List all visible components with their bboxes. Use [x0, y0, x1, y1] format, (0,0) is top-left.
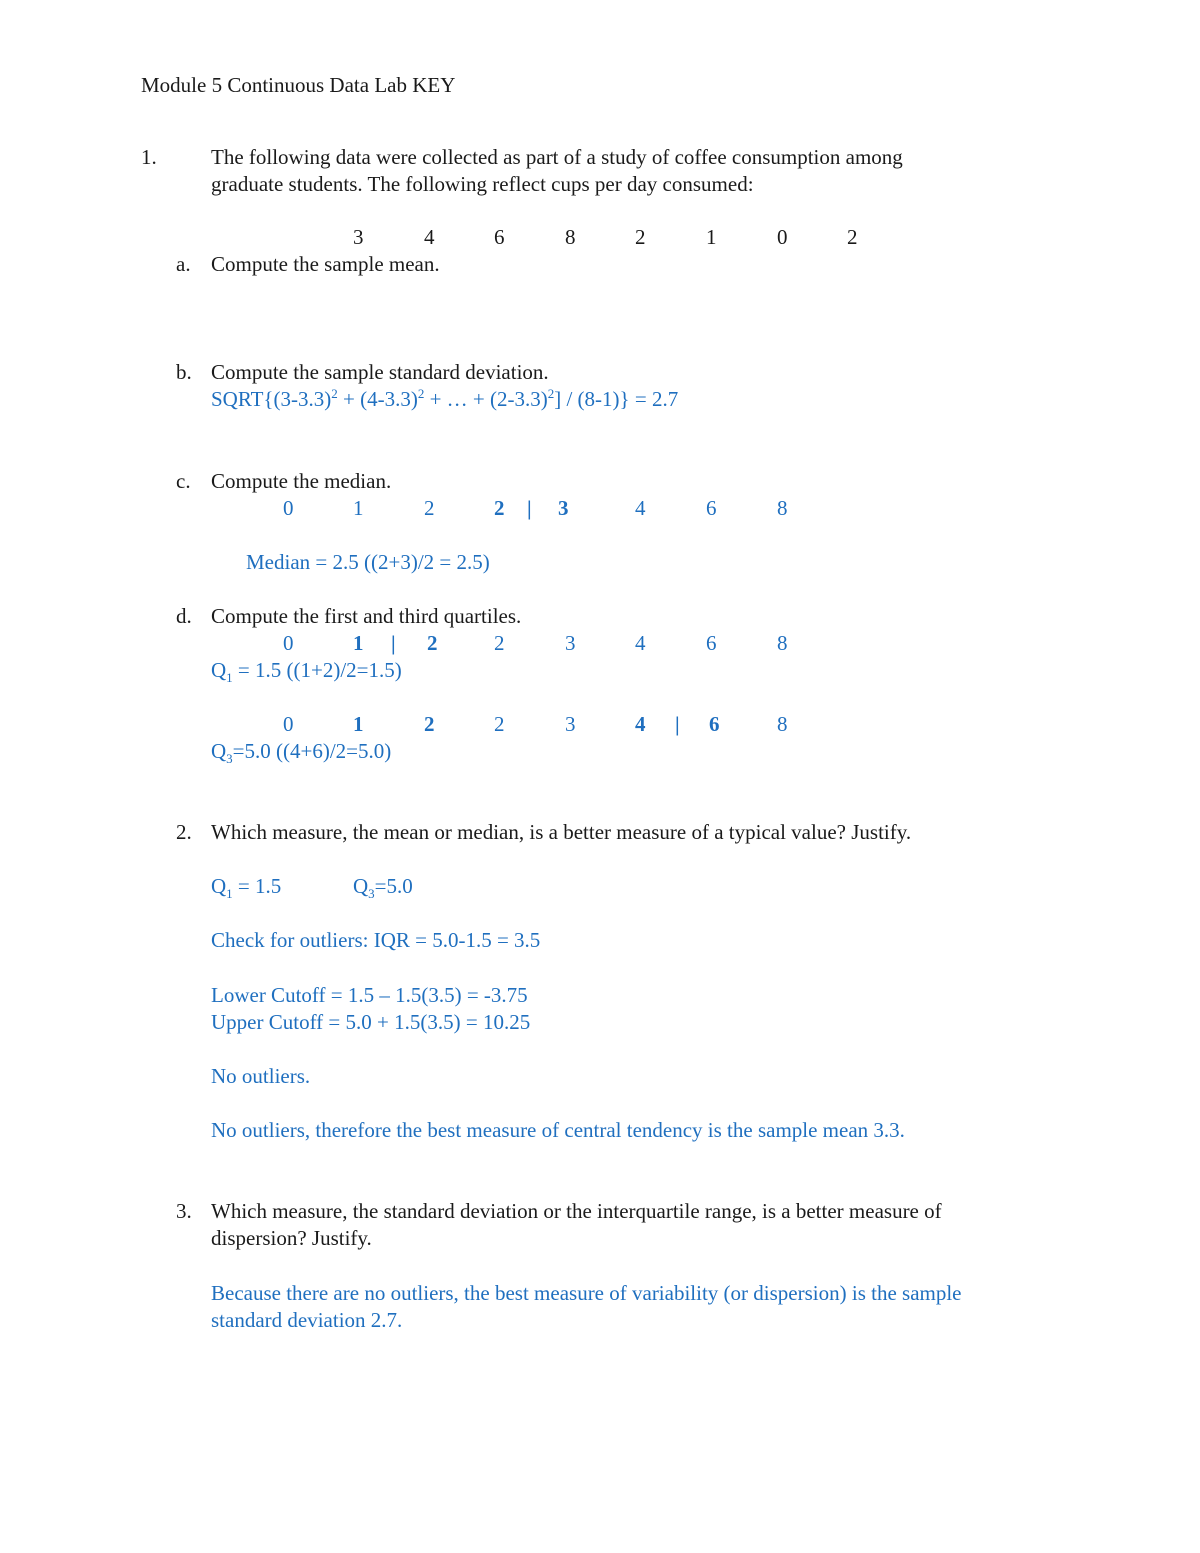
sd-part: + (4-3.3)	[337, 387, 418, 411]
superscript: 2	[547, 386, 555, 401]
q1d-label: d.	[176, 604, 192, 628]
data-value: 1	[706, 225, 717, 249]
q1-value: = 1.5 ((1+2)/2=1.5)	[232, 658, 402, 682]
sorted-value-quartile: 4	[635, 712, 646, 736]
q1a-label: a.	[176, 252, 191, 276]
sorted-value: 8	[777, 712, 788, 736]
sorted-value: 4	[635, 631, 646, 655]
subscript: 3	[368, 886, 375, 902]
sorted-value-quartile: 6	[709, 712, 720, 736]
sd-part: ] / (8-1)} = 2.7	[554, 387, 679, 411]
q3-text-line1: Which measure, the standard deviation or the interquartile range, is a better measure of	[211, 1199, 942, 1223]
data-value: 6	[494, 225, 505, 249]
superscript: 2	[331, 386, 338, 401]
data-value: 2	[635, 225, 646, 249]
sorted-value: 8	[777, 631, 788, 655]
sorted-value-quartile: 2	[427, 631, 438, 655]
q1-value: = 1.5	[232, 874, 282, 898]
q3-text-line2: dispersion? Justify.	[211, 1226, 372, 1250]
q1d-text: Compute the first and third quartiles.	[211, 604, 522, 628]
sorted-value-median: 2	[494, 496, 505, 520]
data-value: 4	[424, 225, 435, 249]
q3-value: =5.0 ((4+6)/2=5.0)	[232, 739, 392, 763]
superscript: 2	[417, 386, 425, 401]
sorted-value: 6	[706, 631, 717, 655]
q1-text-line2: graduate students. The following reflect cups per day consumed:	[211, 172, 754, 196]
q2-number: 2.	[176, 820, 192, 844]
sd-part: SQRT{(3-3.3)	[211, 387, 332, 411]
data-value: 3	[353, 225, 364, 249]
q2-q3	[353, 873, 413, 900]
data-value: 0	[777, 225, 788, 249]
sorted-value: 2	[494, 631, 505, 655]
sorted-value: 8	[777, 496, 788, 520]
q1c-label: c.	[176, 469, 191, 493]
sorted-value: 0	[283, 496, 294, 520]
q1-number: 1.	[141, 145, 157, 169]
sorted-value: 2	[494, 712, 505, 736]
q1b-label: b.	[176, 360, 192, 384]
q1d-q3-answer	[211, 738, 391, 765]
q2-q1	[211, 873, 281, 900]
q3-answer-line2: standard deviation 2.7.	[211, 1308, 403, 1332]
q2-text: Which measure, the mean or median, is a better measure of a typical value? Justify.	[211, 820, 912, 844]
subscript: 1	[226, 670, 233, 686]
q1a-text: Compute the sample mean.	[211, 252, 440, 276]
sorted-value: 4	[635, 496, 646, 520]
q-symbol: Q	[211, 739, 227, 763]
q1b-text: Compute the sample standard deviation.	[211, 360, 549, 384]
q1c-text: Compute the median.	[211, 469, 392, 493]
q2-no-outliers: No outliers.	[211, 1064, 311, 1088]
q3-value: =5.0	[374, 874, 413, 898]
sd-part: + … + (2-3.3)	[424, 387, 548, 411]
q2-conclusion: No outliers, therefore the best measure of central tendency is the sample mean 3.3.	[211, 1118, 905, 1142]
page-title: Module 5 Continuous Data Lab KEY	[141, 73, 456, 97]
median-divider: |	[527, 496, 532, 520]
q-symbol: Q	[211, 874, 227, 898]
q3-number: 3.	[176, 1199, 192, 1223]
sorted-value-quartile: 1	[353, 631, 364, 655]
q2-upper-cutoff: Upper Cutoff = 5.0 + 1.5(3.5) = 10.25	[211, 1010, 531, 1034]
q3-answer-line1: Because there are no outliers, the best measure of variability (or dispersion) is the sample	[211, 1281, 962, 1305]
subscript: 3	[226, 751, 233, 767]
data-value: 8	[565, 225, 576, 249]
sorted-value: 0	[283, 712, 294, 736]
q1c-answer: Median = 2.5 ((2+3)/2 = 2.5)	[246, 550, 490, 574]
data-value: 2	[847, 225, 858, 249]
quartile-divider: |	[391, 631, 396, 655]
q2-iqr: Check for outliers: IQR = 5.0-1.5 = 3.5	[211, 928, 541, 952]
q-symbol: Q	[353, 874, 369, 898]
sorted-value: 1	[353, 496, 364, 520]
q2-lower-cutoff: Lower Cutoff = 1.5 – 1.5(3.5) = -3.75	[211, 983, 528, 1007]
sorted-value: 0	[283, 631, 294, 655]
sorted-value: 1	[353, 712, 364, 736]
quartile-divider: |	[675, 712, 680, 736]
q1d-q1-answer	[211, 657, 402, 684]
sorted-value: 3	[565, 631, 576, 655]
q-symbol: Q	[211, 658, 227, 682]
sorted-value: 3	[565, 712, 576, 736]
subscript: 1	[226, 886, 233, 902]
q1b-answer	[211, 386, 678, 413]
sorted-value: 6	[706, 496, 717, 520]
sorted-value: 2	[424, 712, 435, 736]
sorted-value-median: 3	[558, 496, 569, 520]
q1-text-line1: The following data were collected as part of a study of coffee consumption among	[211, 145, 903, 169]
sorted-value: 2	[424, 496, 435, 520]
